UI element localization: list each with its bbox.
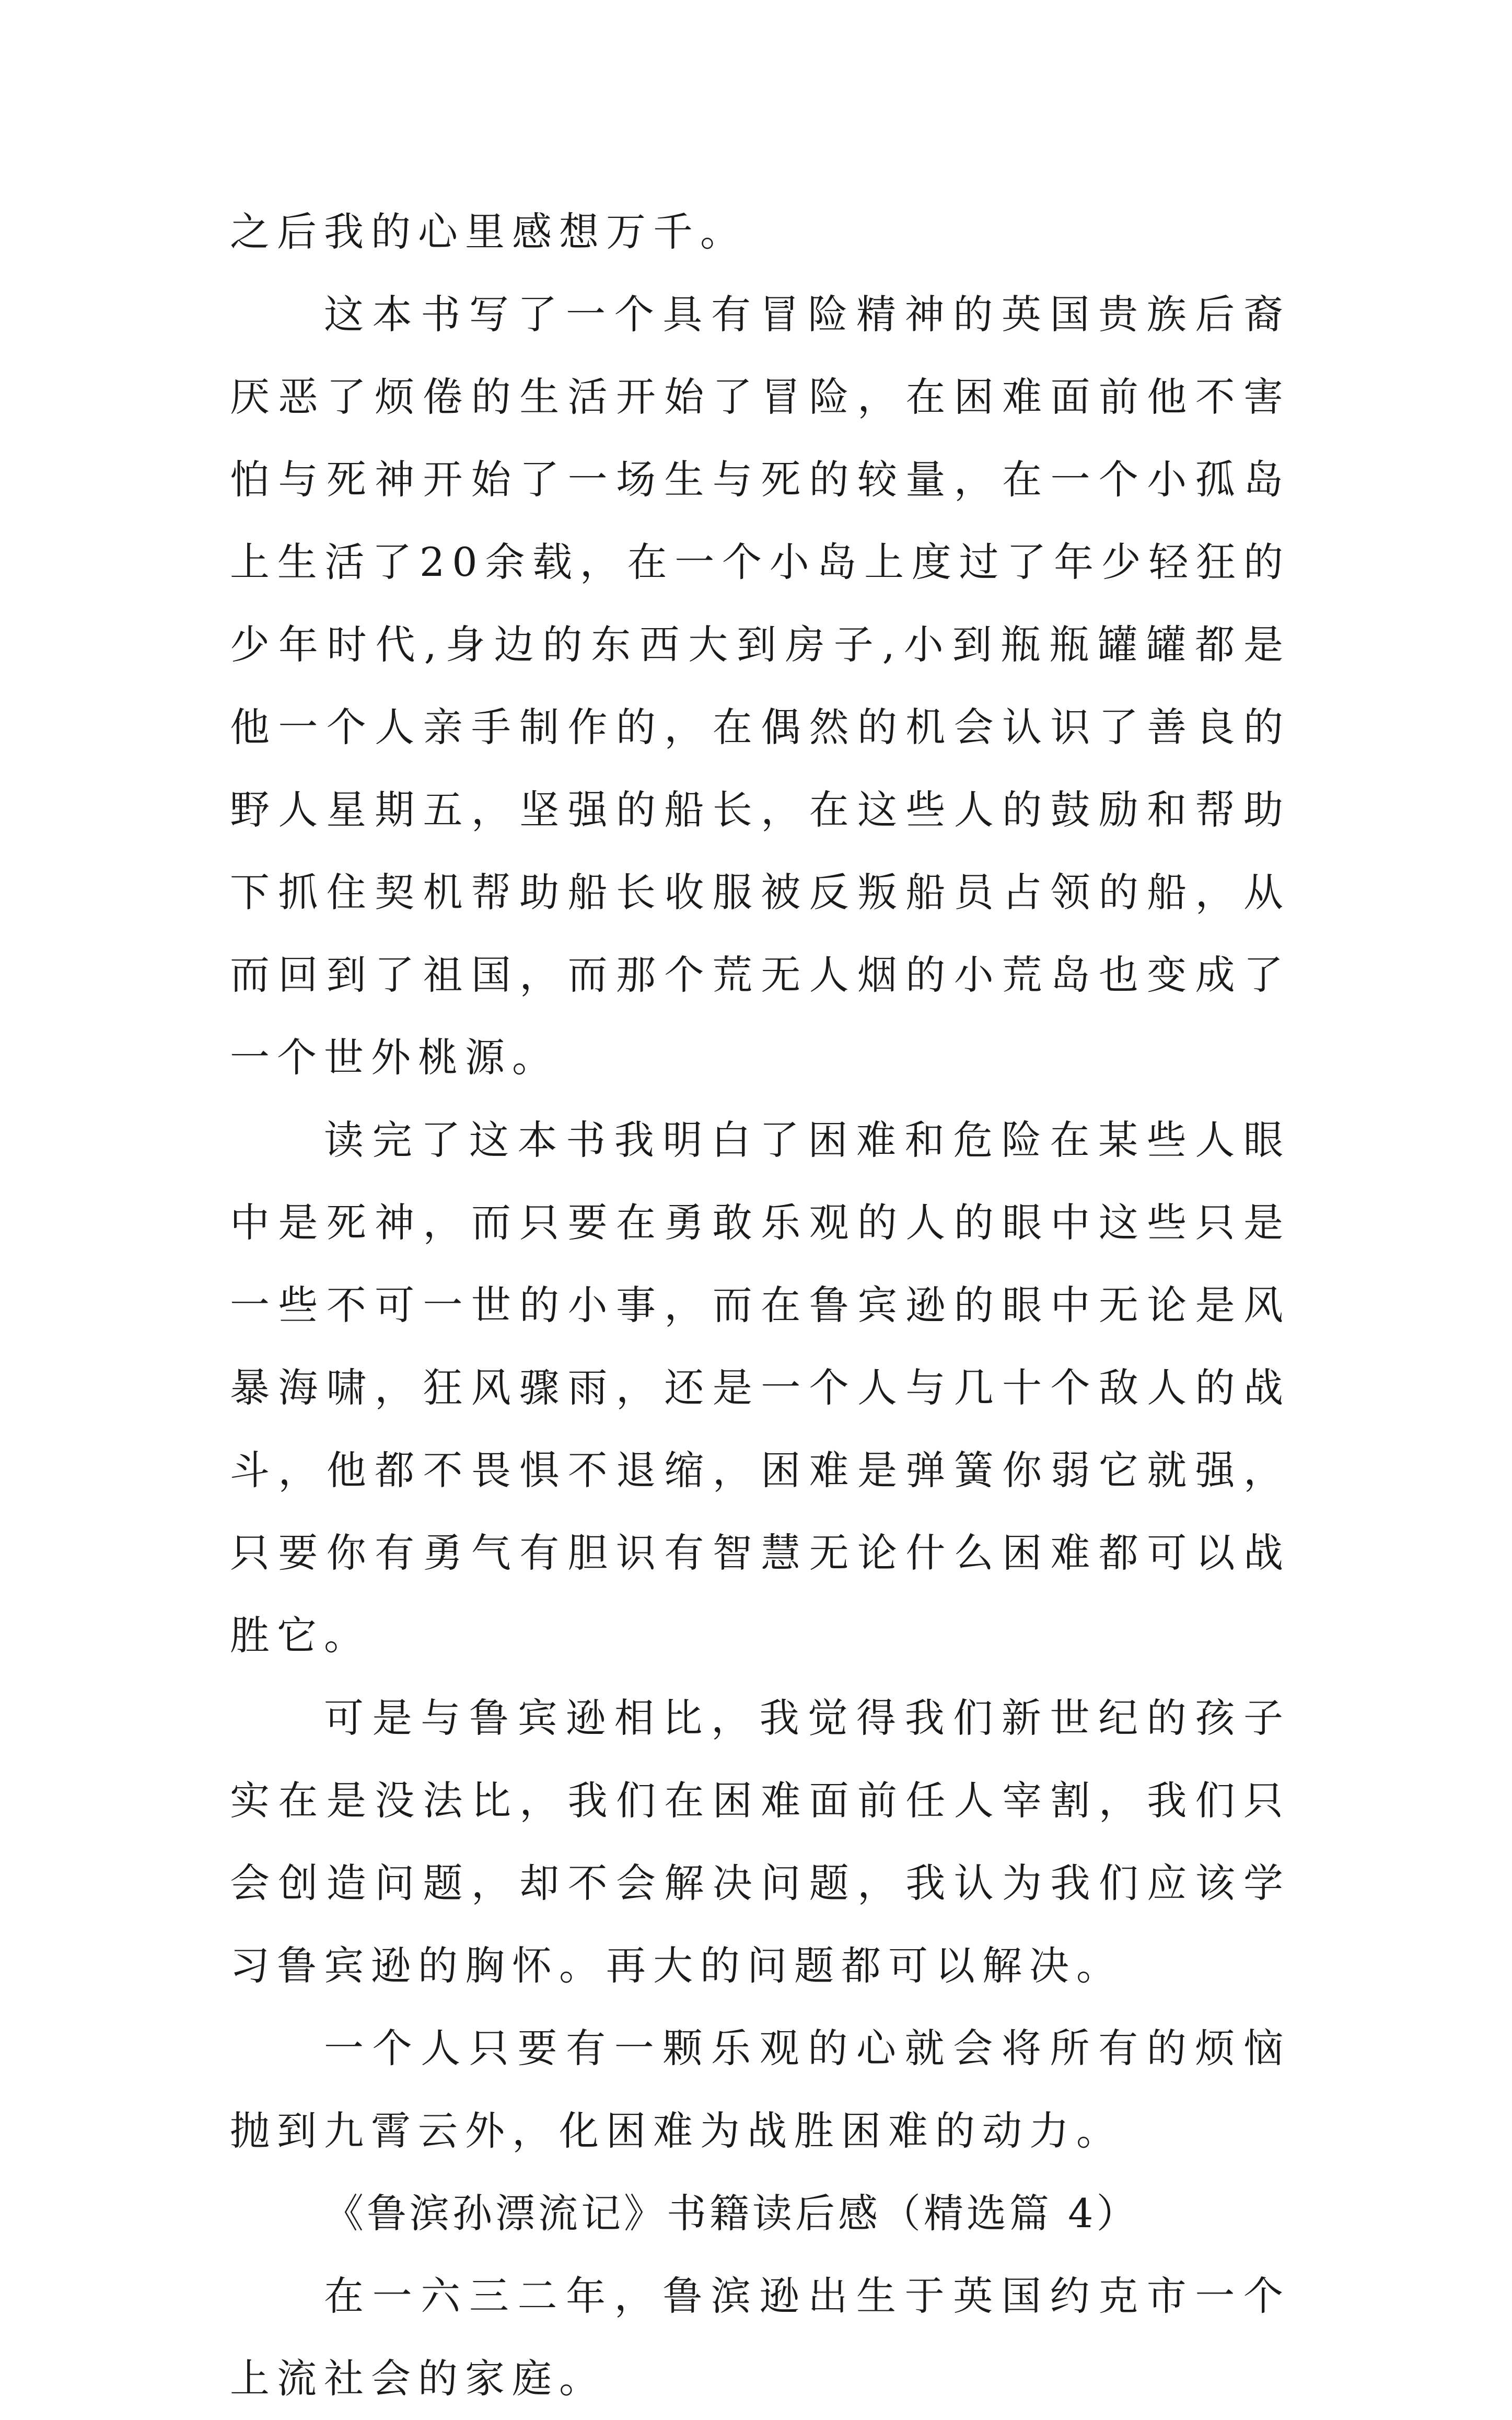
paragraph-continuation: 之后我的心里感想万千。 — [230, 209, 747, 255]
paragraph-optimism: 一个人只要有一颗乐观的心就会将所有的烦恼抛到九霄云外，化困难为战胜困难的动力。 — [230, 2025, 1290, 2154]
text-column — [230, 191, 1290, 2420]
section-heading: 《鲁滨孙漂流记》书籍读后感（精选篇 4） — [324, 2190, 1139, 2237]
paragraph-lesson: 读完了这本书我明白了困难和危险在某些人眼中是死神，而只要在勇敢乐观的人的眼中这些只是一些不可一世的小事，而在鲁宾逊的眼中无论是风暴海啸，狂风骤雨，还是一个人与几十个敌人的战斗，他都不畏惧不退缩，困难是弹簧你弱它就强，只要你有勇气有胆识有智慧无论什么困难都可以战胜它。 — [230, 1117, 1290, 1659]
paragraph-comparison: 可是与鲁宾逊相比，我觉得我们新世纪的孩子实在是没法比，我们在困难面前任人宰割，我们只会创造问题，却不会解决问题，我认为我们应该学习鲁宾逊的胸怀。再大的问题都可以解决。 — [230, 1695, 1290, 1989]
paragraph-birth: 在一六三二年，鲁滨逊出生于英国约克市一个上流社会的家庭。 — [230, 2273, 1290, 2402]
paragraph-book-summary: 这本书写了一个具有冒险精神的英国贵族后裔厌恶了烦倦的生活开始了冒险，在困难面前他不害怕与死神开始了一场生与死的较量，在一个小孤岛上生活了20余载，在一个小岛上度过了年少轻狂的少年时代,身边的东西大到房子,小到瓶瓶罐罐都是他一个人亲手制作的，在偶然的机会认识了善良的野人星期五，坚强的船长，在这些人的鼓励和帮助下抓住契机帮助船长收服被反叛船员占领的船，从而回到了祖国，而那个荒无人烟的小荒岛也变成了一个世外桃源。 — [230, 291, 1290, 1081]
